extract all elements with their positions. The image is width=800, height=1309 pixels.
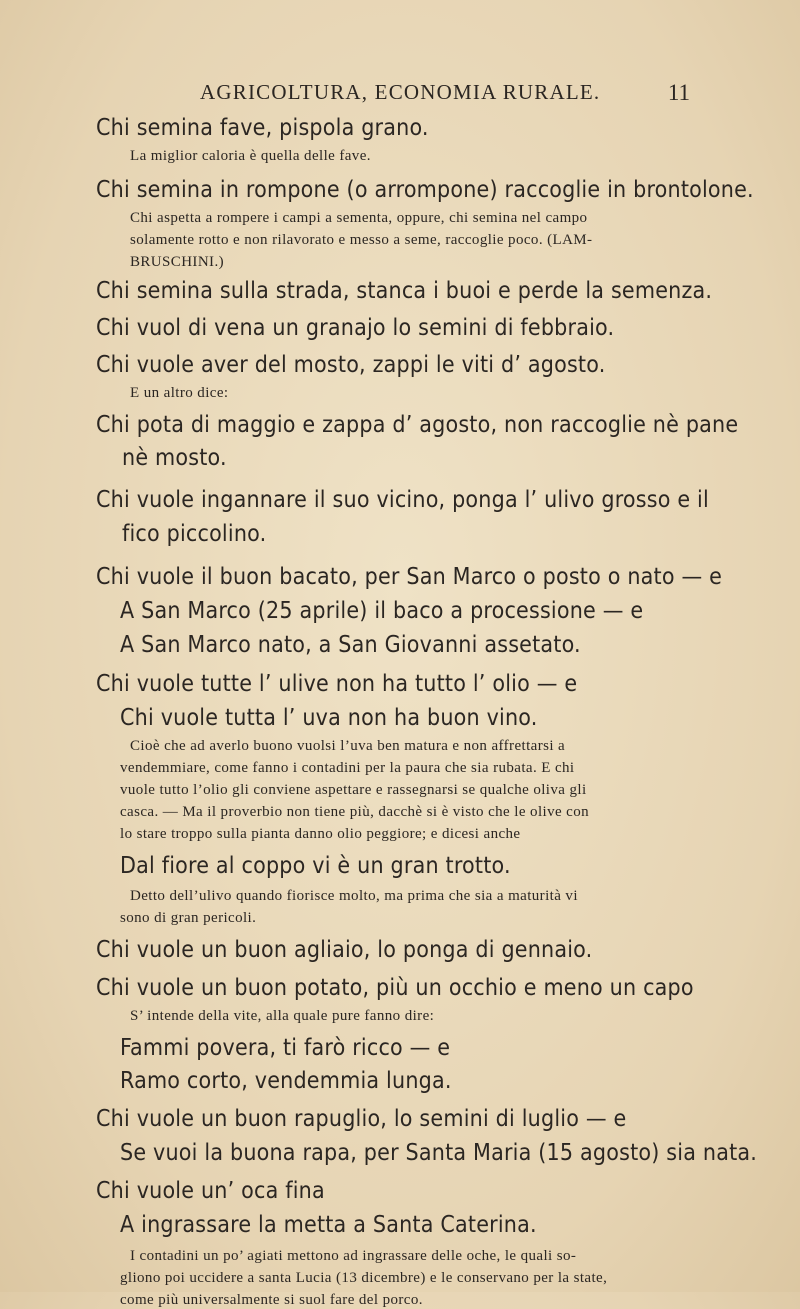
proverb-line: A San Marco (25 aprile) il baco a processione — e — [120, 598, 644, 624]
note-line: vuole tutto l’olio gli conviene aspettare e rassegnarsi se qualche oliva gli — [120, 782, 587, 798]
proverb-line: Chi vuol di vena un granajo lo semini di febbraio. — [96, 315, 615, 341]
note-line: gliono poi uccidere a santa Lucia (13 dicembre) e le conservano per la state, — [120, 1270, 608, 1286]
note-line: Chi aspetta a rompere i campi a sementa, oppure, chi semina nel campo — [130, 210, 588, 226]
note-line: vendemmiare, come fanno i contadini per la paura che sia rubata. E chi — [120, 760, 575, 776]
note-line: Detto dell’ulivo quando fiorisce molto, ma prima che sia a maturità vi — [130, 888, 578, 904]
proverb-line: Chi vuole un buon rapuglio, lo semini di luglio — e — [96, 1106, 627, 1132]
proverb-line: Dal fiore al coppo vi è un gran trotto. — [120, 853, 511, 879]
note-line: come più universalmente si suol fare del porco. — [120, 1292, 423, 1308]
note-line: I contadini un po’ agiati mettono ad ingrassare delle oche, le quali so- — [130, 1248, 577, 1264]
page-header — [70, 80, 690, 114]
note-line: solamente rotto e non rilavorato e messo a seme, raccoglie poco. (LAM- — [130, 232, 593, 248]
page-number: 11 — [667, 80, 690, 105]
proverb-line: Chi semina fave, pispola grano. — [96, 115, 429, 141]
proverb-line: Chi vuole tutta l’ uva non ha buon vino. — [120, 705, 538, 731]
proverb-line: Chi vuole un buon agliaio, lo ponga di gennaio. — [96, 937, 593, 963]
proverb-line: Chi semina sulla strada, stanca i buoi e perde la semenza. — [96, 278, 713, 304]
proverb-line: Ramo corto, vendemmia lunga. — [120, 1068, 452, 1094]
proverb-line: Chi vuole tutte l’ ulive non ha tutto l’ olio — e — [96, 671, 578, 697]
note-line: E un altro dice: — [130, 385, 229, 401]
note-line: BRUSCHINI.) — [130, 254, 224, 270]
note-line: casca. — Ma il proverbio non tiene più, dacchè si è visto che le olive con — [120, 804, 590, 820]
proverb-line: fico piccolino. — [122, 521, 267, 547]
proverb-line: Chi vuole ingannare il suo vicino, ponga l’ ulivo grosso e il — [96, 487, 709, 513]
proverb-line: Se vuoi la buona rapa, per Santa Maria (15 agosto) sia nata. — [120, 1140, 758, 1166]
proverb-line: nè mosto. — [122, 445, 227, 471]
running-title: AGRICOLTURA, ECONOMIA RURALE. — [200, 80, 601, 104]
proverb-line: A ingrassare la metta a Santa Caterina. — [120, 1212, 537, 1238]
proverb-line: A San Marco nato, a San Giovanni assetato. — [120, 632, 581, 658]
proverb-line: Fammi povera, ti farò ricco — e — [120, 1035, 451, 1061]
note-line: lo stare troppo sulla pianta danno olio peggiore; e dicesi anche — [120, 826, 521, 842]
proverb-line: Chi pota di maggio e zappa d’ agosto, non raccoglie nè pane — [96, 412, 739, 438]
proverb-line: Chi vuole aver del mosto, zappi le viti d’ agosto. — [96, 352, 606, 378]
note-line: sono di gran pericoli. — [120, 910, 257, 926]
proverb-line: Chi vuole un buon potato, più un occhio e meno un capo — [96, 975, 694, 1001]
note-line: Cioè che ad averlo buono vuolsi l’uva ben matura e non affrettarsi a — [130, 738, 566, 754]
note-line: La miglior caloria è quella delle fave. — [130, 148, 371, 164]
proverb-line: Chi semina in rompone (o arrompone) raccoglie in brontolone. — [96, 177, 754, 203]
proverb-line: Chi vuole un’ oca fina — [96, 1178, 325, 1204]
proverb-line: Chi vuole il buon bacato, per San Marco o posto o nato — e — [96, 564, 723, 590]
note-line: S’ intende della vite, alla quale pure fanno dire: — [130, 1008, 435, 1024]
